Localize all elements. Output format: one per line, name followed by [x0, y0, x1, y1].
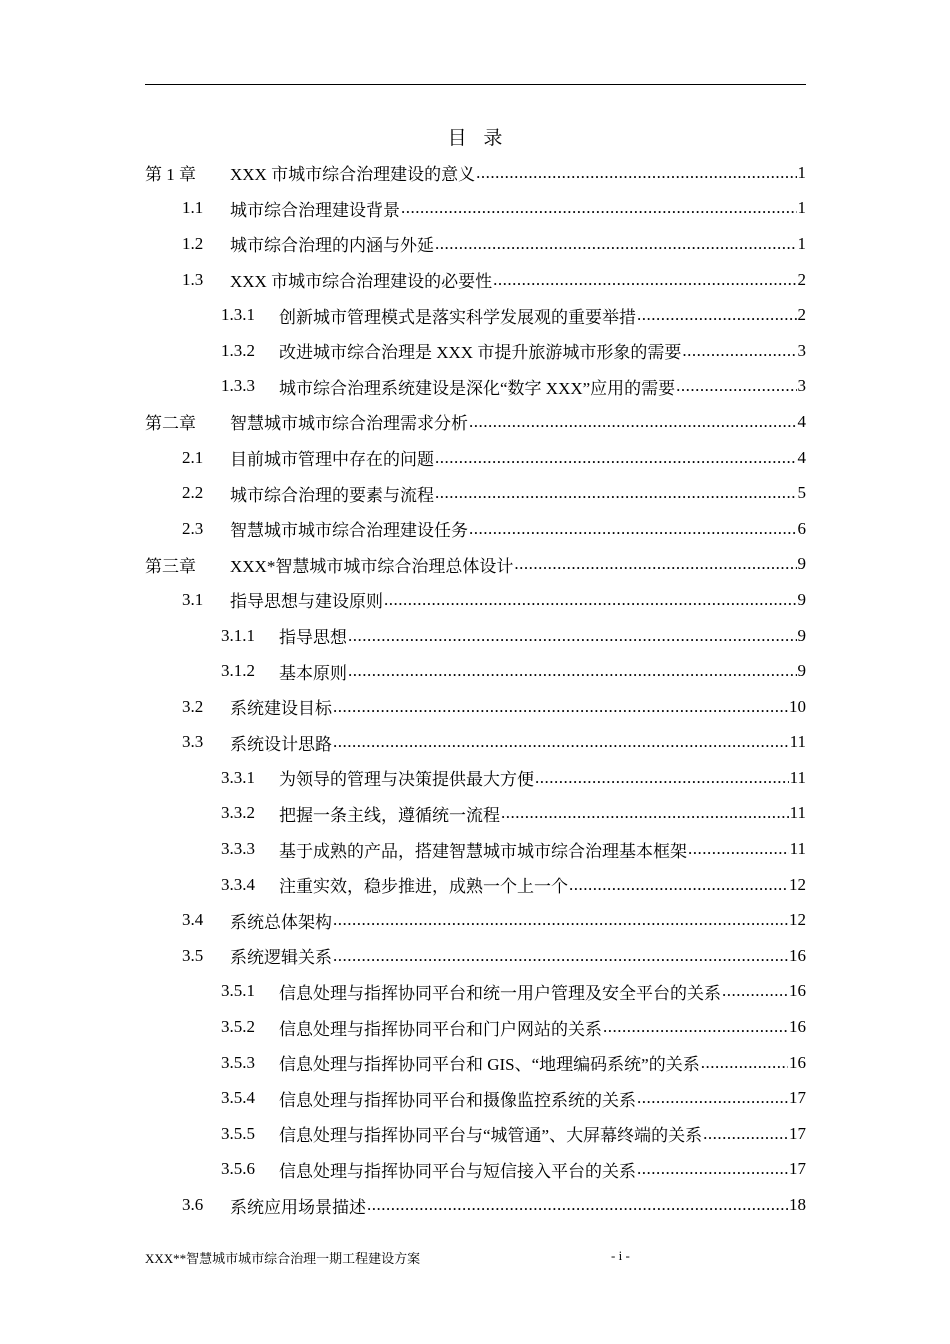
toc-entry-title: 城市综合治理的内涵与外延: [230, 236, 434, 256]
toc-dot-leader: [703, 1124, 788, 1144]
toc-entry[interactable]: [145, 725, 806, 761]
toc-entry[interactable]: [145, 475, 806, 511]
toc-entry-page: 11: [789, 732, 806, 752]
toc-dot-leader: [333, 697, 788, 717]
toc-entry[interactable]: [145, 938, 806, 974]
toc-entry-title: 系统设计思路: [230, 734, 332, 754]
toc-entry-page: 5: [797, 483, 806, 503]
toc-entry-title: 指导思想: [279, 628, 347, 648]
toc-entry[interactable]: [145, 974, 806, 1010]
toc-entry[interactable]: [145, 1080, 806, 1116]
toc-entry-title: 系统应用场景描述: [230, 1197, 366, 1217]
toc-entry-page: 11: [789, 767, 806, 787]
toc-entry-number: 3.5.6: [221, 1159, 255, 1179]
toc-entry[interactable]: [145, 1009, 806, 1045]
toc-dot-leader: [333, 910, 788, 930]
toc-entry-number: 3.4: [182, 910, 204, 930]
toc-entry[interactable]: [145, 1152, 806, 1188]
toc-entry-title: 城市综合治理建设背景: [230, 200, 400, 220]
toc-entry[interactable]: [145, 297, 806, 333]
toc-entry[interactable]: [145, 547, 806, 583]
toc-entry[interactable]: [145, 831, 806, 867]
toc-dot-leader: [333, 946, 788, 966]
toc-entry[interactable]: [145, 404, 806, 440]
toc-entry-number: 3.3.4: [221, 874, 255, 894]
toc-entry[interactable]: [145, 155, 806, 191]
toc-entry-page: 3: [797, 340, 806, 360]
toc-entry-title: 信息处理与指挥协同平台和统一用户管理及安全平台的关系: [279, 983, 721, 1003]
toc-entry-number: 3.5: [182, 945, 204, 965]
toc-entry-title: 智慧城市城市综合治理建设任务: [230, 521, 468, 541]
toc-entry-page: 17: [789, 1123, 806, 1143]
toc-entry-page: 11: [789, 839, 806, 859]
toc-entry-title: 信息处理与指挥协同平台和摄像监控系统的关系: [279, 1090, 636, 1110]
table-of-contents: [145, 155, 806, 1223]
toc-dot-leader: [676, 376, 796, 396]
toc-dot-leader: [469, 412, 797, 432]
toc-dot-leader: [637, 1088, 788, 1108]
toc-entry-number: 3.3.1: [221, 767, 255, 787]
toc-entry-number: 3.5.2: [221, 1017, 255, 1037]
toc-entry-number: 第二章: [145, 414, 196, 434]
toc-entry-title: 目前城市管理中存在的问题: [230, 450, 434, 470]
toc-entry[interactable]: [145, 191, 806, 227]
toc-dot-leader: [384, 590, 797, 610]
toc-entry-number: 3.3.2: [221, 803, 255, 823]
toc-entry-title: 信息处理与指挥协同平台与短信接入平台的关系: [279, 1161, 636, 1181]
toc-entry-page: 2: [797, 269, 806, 289]
toc-entry-page: 9: [797, 625, 806, 645]
toc-entry-title: XXX*智慧城市城市综合治理总体设计: [230, 556, 514, 576]
toc-dot-leader: [682, 341, 796, 361]
toc-entry-title: 系统总体架构: [230, 912, 332, 932]
toc-entry-page: 17: [789, 1088, 806, 1108]
toc-entry-number: 1.3.2: [221, 340, 255, 360]
toc-entry-page: 12: [789, 910, 806, 930]
toc-entry-title: 把握一条主线，遵循统一流程: [279, 805, 500, 825]
toc-dot-leader: [333, 732, 789, 752]
toc-dot-leader: [435, 483, 797, 503]
toc-dot-leader: [535, 768, 789, 788]
toc-entry-number: 1.3: [182, 269, 204, 289]
toc-title: 目 录: [447, 128, 509, 149]
toc-entry[interactable]: [145, 582, 806, 618]
toc-entry-number: 3.5.5: [221, 1123, 255, 1143]
toc-entry-number: 第 1 章: [145, 165, 196, 185]
toc-entry-number: 1.3.3: [221, 376, 255, 396]
toc-entry[interactable]: [145, 902, 806, 938]
toc-dot-leader: [469, 519, 797, 539]
toc-dot-leader: [435, 448, 797, 468]
toc-entry-page: 6: [797, 518, 806, 538]
toc-entry[interactable]: [145, 618, 806, 654]
toc-dot-leader: [348, 626, 797, 646]
toc-entry-number: 2.2: [182, 483, 204, 503]
toc-entry-number: 3.1.2: [221, 661, 255, 681]
toc-dot-leader: [569, 875, 788, 895]
footer-document-title: XXX**智慧城市城市综合治理一期工程建设方案: [145, 1251, 421, 1266]
toc-entry-number: 3.6: [182, 1195, 204, 1215]
toc-entry[interactable]: [145, 1045, 806, 1081]
toc-entry-title: XXX 市城市综合治理建设的必要性: [230, 272, 493, 292]
toc-entry-number: 1.2: [182, 233, 204, 253]
toc-entry[interactable]: [145, 440, 806, 476]
toc-entry-number: 3.5.3: [221, 1052, 255, 1072]
toc-entry-number: 3.1.1: [221, 625, 255, 645]
toc-entry-number: 3.3: [182, 732, 204, 752]
toc-entry-page: 1: [797, 233, 806, 253]
toc-entry-page: 16: [789, 981, 806, 1001]
toc-entry-title: 信息处理与指挥协同平台和 GIS、“地理编码系统”的关系: [279, 1055, 700, 1075]
toc-entry-number: 3.3.3: [221, 839, 255, 859]
toc-entry-page: 18: [789, 1195, 806, 1215]
toc-dot-leader: [722, 981, 788, 1001]
toc-entry-number: 2.1: [182, 447, 204, 467]
toc-entry-title: XXX 市城市综合治理建设的意义: [230, 165, 476, 185]
toc-entry[interactable]: [145, 511, 806, 547]
toc-entry-title: 创新城市管理模式是落实科学发展观的重要举措: [279, 307, 636, 327]
toc-entry-title: 系统逻辑关系: [230, 948, 332, 968]
toc-dot-leader: [637, 305, 797, 325]
toc-entry-page: 17: [789, 1159, 806, 1179]
toc-entry-title: 城市综合治理系统建设是深化“数字 XXX”应用的需要: [279, 378, 676, 398]
toc-entry-title: 基于成熟的产品，搭建智慧城市城市综合治理基本框架: [279, 841, 687, 861]
toc-dot-leader: [476, 163, 796, 183]
toc-entry-page: 11: [789, 803, 806, 823]
toc-entry-number: 3.1: [182, 589, 204, 609]
footer-page-number: - i -: [611, 1248, 630, 1263]
toc-entry-title: 基本原则: [279, 663, 347, 683]
toc-entry[interactable]: [145, 1187, 806, 1223]
toc-entry-title: 注重实效，稳步推进，成熟一个上一个: [279, 877, 568, 897]
toc-entry-title: 改进城市综合治理是 XXX 市提升旅游城市形象的需要: [279, 343, 682, 363]
toc-dot-leader: [348, 661, 797, 681]
toc-dot-leader: [688, 839, 789, 859]
toc-entry-page: 12: [789, 874, 806, 894]
toc-entry[interactable]: [145, 653, 806, 689]
toc-entry[interactable]: [145, 1116, 806, 1152]
toc-entry-title: 智慧城市城市综合治理需求分析: [230, 414, 468, 434]
toc-dot-leader: [701, 1053, 788, 1073]
toc-dot-leader: [401, 198, 797, 218]
toc-entry-title: 为领导的管理与决策提供最大方便: [279, 770, 534, 790]
toc-entry-number: 2.3: [182, 518, 204, 538]
toc-entry-page: 10: [789, 696, 806, 716]
toc-entry-number: 3.5.1: [221, 981, 255, 1001]
toc-entry-page: 4: [797, 411, 806, 431]
toc-entry-number: 3.5.4: [221, 1088, 255, 1108]
toc-entry-title: 城市综合治理的要素与流程: [230, 485, 434, 505]
toc-entry-title: 系统建设目标: [230, 699, 332, 719]
toc-dot-leader: [637, 1159, 788, 1179]
toc-entry-page: 16: [789, 945, 806, 965]
toc-entry-page: 9: [797, 661, 806, 681]
toc-dot-leader: [603, 1017, 788, 1037]
toc-entry-page: 9: [797, 554, 806, 574]
toc-entry-title: 信息处理与指挥协同平台与“城管通”、大屏幕终端的关系: [279, 1126, 703, 1146]
toc-entry-number: 3.2: [182, 696, 204, 716]
toc-entry[interactable]: [145, 867, 806, 903]
toc-entry[interactable]: [145, 226, 806, 262]
header-rule: [145, 84, 806, 85]
toc-entry-title: 指导思想与建设原则: [230, 592, 383, 612]
toc-entry-page: 4: [797, 447, 806, 467]
toc-dot-leader: [493, 270, 796, 290]
toc-entry-page: 1: [797, 162, 806, 182]
toc-dot-leader: [514, 554, 796, 574]
toc-entry-page: 2: [797, 305, 806, 325]
toc-entry-page: 9: [797, 589, 806, 609]
toc-dot-leader: [435, 234, 797, 254]
toc-entry-title: 信息处理与指挥协同平台和门户网站的关系: [279, 1019, 602, 1039]
toc-dot-leader: [367, 1195, 788, 1215]
toc-entry-page: 16: [789, 1052, 806, 1072]
toc-entry-page: 1: [797, 198, 806, 218]
toc-entry[interactable]: [145, 796, 806, 832]
toc-dot-leader: [501, 803, 789, 823]
toc-entry[interactable]: [145, 760, 806, 796]
toc-entry-number: 1.1: [182, 198, 204, 218]
toc-entry[interactable]: [145, 689, 806, 725]
toc-entry[interactable]: [145, 333, 806, 369]
toc-entry-page: 16: [789, 1017, 806, 1037]
toc-entry-number: 第三章: [145, 556, 196, 576]
toc-entry[interactable]: [145, 369, 806, 405]
toc-entry[interactable]: [145, 262, 806, 298]
toc-entry-number: 1.3.1: [221, 305, 255, 325]
toc-entry-page: 3: [797, 376, 806, 396]
